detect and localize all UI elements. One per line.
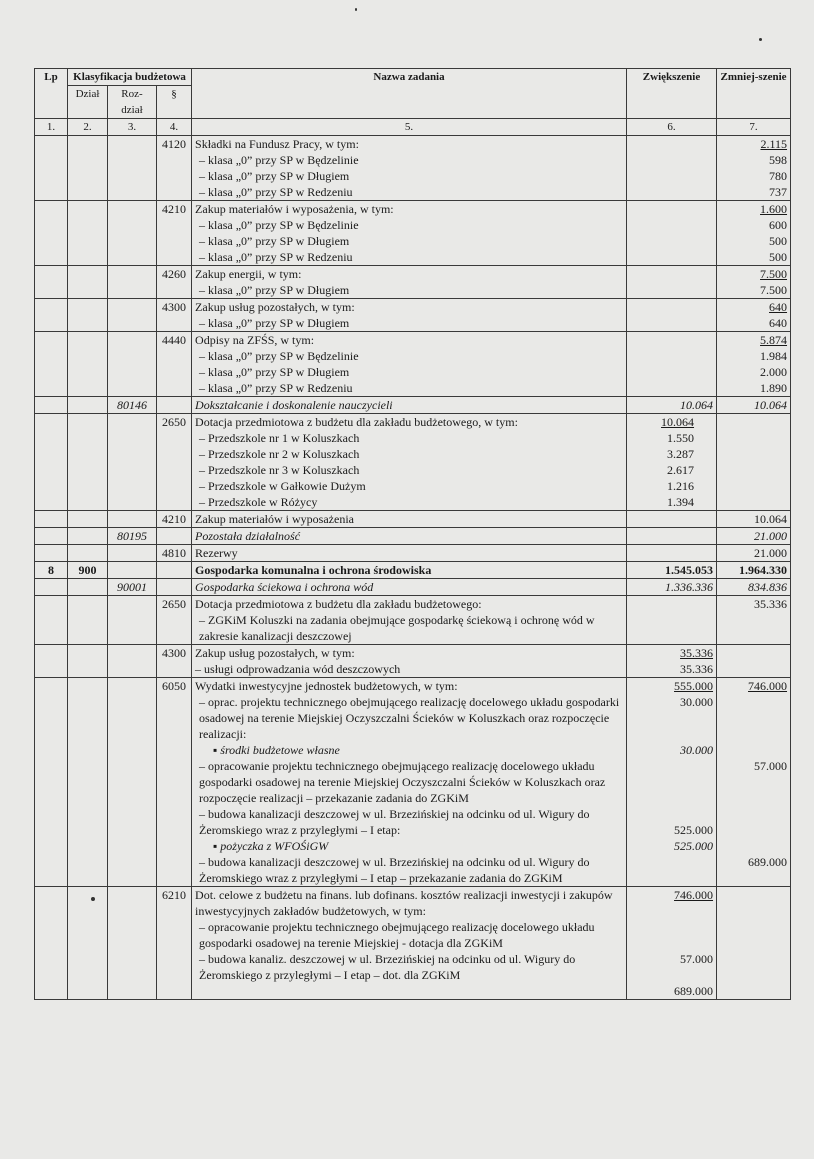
increase-value: 525.000	[674, 839, 714, 853]
table-row	[35, 397, 791, 414]
task-item: – klasa „0” przy SP w Długiem	[199, 234, 350, 248]
increase-cell	[627, 678, 717, 887]
task-title: Dotacja przedmiotowa z budżetu dla zakładu budżetowego, w tym:	[195, 415, 518, 429]
task-item: – klasa „0” przy SP w Długiem	[199, 169, 350, 183]
decrease-value: 21.000	[717, 545, 791, 562]
decrease-value: 7.500	[760, 283, 788, 297]
task-cell	[192, 266, 627, 299]
task-title: Składki na Fundusz Pracy, w tym:	[195, 137, 359, 151]
task-item: – klasa „0” przy SP w Będzelinie	[199, 218, 359, 232]
increase-value: 35.336	[680, 662, 714, 676]
decrease-value: 1.964.330	[717, 562, 791, 579]
task-item: – usługi odprowadzania wód deszczowych	[195, 662, 401, 676]
increase-value: 1.550	[667, 431, 695, 445]
task-cell	[192, 887, 627, 1000]
task-title: Zakup energii, w tym:	[195, 267, 302, 281]
header-lp: Lp	[35, 69, 68, 119]
task-cell	[192, 645, 627, 678]
header-paragraf: §	[157, 86, 192, 119]
task-title: Rezerwy	[192, 545, 627, 562]
task-title: Zakup usług pozostałych, w tym:	[195, 646, 355, 660]
increase-value: 1.545.053	[627, 562, 717, 579]
increase-value: 57.000	[680, 952, 714, 966]
paragraf-cell: 4260	[157, 266, 192, 299]
increase-value: 10.064	[627, 397, 717, 414]
decrease-value: 500	[769, 234, 788, 248]
rozdzial-cell: 80146	[108, 397, 157, 414]
task-item: – budowa kanaliz. deszczowej w ul. Brzezińskiej na odcinku od ul. Wigury do Żeromskiego z przyległymi – I etap – dot. dla ZGKiM	[199, 952, 576, 982]
decrease-cell	[717, 201, 791, 266]
scan-speck	[759, 38, 762, 41]
decrease-total: 1.600	[760, 202, 788, 216]
task-item: – Przedszkole nr 2 w Koluszkach	[199, 447, 360, 461]
table-row	[35, 414, 791, 511]
task-item: – klasa „0” przy SP w Redzeniu	[199, 185, 353, 199]
task-title: Zakup usług pozostałych, w tym:	[195, 300, 355, 314]
decrease-cell	[717, 678, 791, 887]
decrease-total: 2.115	[760, 137, 788, 151]
task-title: Gospodarka ściekowa i ochrona wód	[192, 579, 627, 596]
table-row	[35, 332, 791, 397]
increase-total: 10.064	[661, 415, 695, 429]
task-item: – klasa „0” przy SP w Długiem	[199, 283, 350, 297]
task-subitem: ▪ środki budżetowe własne	[213, 743, 340, 757]
header-zwiekszenie: Zwiększenie	[627, 69, 717, 119]
decrease-cell	[717, 299, 791, 332]
table-row	[35, 579, 791, 596]
budget-table	[34, 68, 791, 1000]
task-cell	[192, 414, 627, 511]
paragraf-cell: 4300	[157, 299, 192, 332]
decrease-value: 21.000	[717, 528, 791, 545]
header-zmniejszenie: Zmniej-szenie	[717, 69, 791, 119]
col-number: 2.	[68, 119, 108, 136]
task-cell	[192, 299, 627, 332]
table-row	[35, 596, 791, 645]
task-title: Zakup materiałów i wyposażenia	[192, 511, 627, 528]
rozdzial-cell: 90001	[108, 579, 157, 596]
column-number-row	[35, 119, 791, 136]
task-item: – klasa „0” przy SP w Będzelinie	[199, 153, 359, 167]
section-title: Gospodarka komunalna i ochrona środowiska	[192, 562, 627, 579]
increase-value: 3.287	[667, 447, 695, 461]
scan-speck	[355, 8, 357, 11]
increase-total: 555.000	[674, 679, 714, 693]
paragraf-cell: 4440	[157, 332, 192, 397]
task-cell	[192, 596, 627, 645]
rozdzial-cell: 80195	[108, 528, 157, 545]
paragraf-cell: 4210	[157, 201, 192, 266]
decrease-total: 640	[769, 300, 788, 314]
task-item: – opracowanie projektu technicznego obejmującego realizację docelowego układu gospodarki osadowej na terenie Miejskiej - dotacja dla ZGKiM	[199, 920, 595, 950]
table-row	[35, 511, 791, 528]
decrease-value: 10.064	[717, 397, 791, 414]
task-item: – klasa „0” przy SP w Długiem	[199, 316, 350, 330]
lp-cell: 8	[35, 562, 68, 579]
table-row	[35, 528, 791, 545]
task-item: – Przedszkole nr 1 w Koluszkach	[199, 431, 360, 445]
increase-value: 30.000	[680, 743, 714, 757]
paragraf-cell: 6210	[157, 887, 192, 1000]
decrease-value: 640	[769, 316, 788, 330]
increase-cell	[627, 887, 717, 1000]
table-row	[35, 266, 791, 299]
task-title: Odpisy na ZFŚS, w tym:	[195, 333, 315, 347]
decrease-value: 35.336	[717, 596, 791, 645]
paragraf-cell: 4810	[157, 545, 192, 562]
table-row	[35, 887, 791, 1000]
paragraf-cell: 2650	[157, 414, 192, 511]
table-row	[35, 201, 791, 266]
task-title: Zakup materiałów i wyposażenia, w tym:	[195, 202, 394, 216]
task-cell	[192, 678, 627, 887]
decrease-value: 737	[769, 185, 788, 199]
task-cell	[192, 136, 627, 201]
table-row	[35, 136, 791, 201]
decrease-total: 7.500	[760, 267, 788, 281]
task-item: – Przedszkole w Gałkowie Dużym	[199, 479, 366, 493]
task-item: – budowa kanalizacji deszczowej w ul. Brzezińskiej na odcinku od ul. Wigury do Żeromskiego wraz z przyległymi – I etap – przekazanie zadania do ZGKiM	[199, 855, 590, 885]
task-item: – oprac. projektu technicznego obejmującego realizację docelowego układu gospodarki osadowej na terenie Miejskiej Oczyszczalni Ścieków w Koluszkach oraz rozpoczęcie realizacji:	[199, 695, 620, 741]
task-cell	[192, 332, 627, 397]
increase-total: 746.000	[674, 888, 714, 902]
task-title: Dotacja przedmiotowa z budżetu dla zakładu budżetowego:	[195, 597, 482, 611]
task-cell	[192, 201, 627, 266]
decrease-value: 598	[769, 153, 788, 167]
col-number: 6.	[627, 119, 717, 136]
increase-value: 1.216	[667, 479, 695, 493]
paragraf-cell: 4300	[157, 645, 192, 678]
paragraf-cell: 4120	[157, 136, 192, 201]
task-item: – Przedszkole w Różycy	[199, 495, 318, 509]
decrease-total: 5.874	[760, 333, 788, 347]
decrease-value: 57.000	[754, 759, 788, 773]
increase-value: 525.000	[674, 823, 714, 837]
task-item: – budowa kanalizacji deszczowej w ul. Brzezińskiej na odcinku od ul. Wigury do Żeromskiego wraz z przyległymi – I etap:	[199, 807, 590, 837]
increase-value: 2.617	[667, 463, 695, 477]
decrease-value: 500	[769, 250, 788, 264]
increase-cell	[627, 645, 717, 678]
decrease-cell	[717, 266, 791, 299]
header-rozdzial: Roz-dział	[108, 86, 157, 119]
task-subitem: ▪ pożyczka z WFOŚiGW	[213, 839, 329, 853]
table-row	[35, 645, 791, 678]
dzial-cell: 900	[68, 562, 108, 579]
paragraf-cell: 2650	[157, 596, 192, 645]
task-item: – opracowanie projektu technicznego obejmującego realizację docelowego układu gospodarki osadowej na terenie Miejskiej Oczyszczalni Ścieków w Koluszkach oraz rozpoczęcie realizacji – przekazanie zadania do ZGKiM	[199, 759, 606, 805]
decrease-value: 2.000	[760, 365, 788, 379]
header-klasyfikacja: Klasyfikacja budżetowa	[68, 69, 192, 86]
decrease-value: 1.890	[760, 381, 788, 395]
task-title: Pozostała działalność	[192, 528, 627, 545]
decrease-value: 1.984	[760, 349, 788, 363]
task-title: Dot. celowe z budżetu na finans. lub dofinans. kosztów realizacji inwestycji i zakupów inwestycyjnych zakładów budżetowych, w tym:	[195, 888, 613, 918]
decrease-value: 689.000	[748, 855, 788, 869]
decrease-value: 10.064	[717, 511, 791, 528]
increase-value: 689.000	[674, 984, 714, 998]
col-number: 7.	[717, 119, 791, 136]
table-row	[35, 545, 791, 562]
task-item: – klasa „0” przy SP w Będzelinie	[199, 349, 359, 363]
col-number: 4.	[157, 119, 192, 136]
task-title: Dokształcanie i doskonalenie nauczycieli	[192, 397, 627, 414]
paragraf-cell: 4210	[157, 511, 192, 528]
header-nazwa: Nazwa zadania	[192, 69, 627, 119]
col-number: 3.	[108, 119, 157, 136]
paragraf-cell: 6050	[157, 678, 192, 887]
increase-total: 35.336	[680, 646, 714, 660]
increase-value: 1.394	[667, 495, 695, 509]
header-dzial: Dział	[68, 86, 108, 119]
task-item: – Przedszkole nr 3 w Koluszkach	[199, 463, 360, 477]
increase-cell	[627, 414, 717, 511]
decrease-total: 746.000	[748, 679, 788, 693]
decrease-value: 834.836	[717, 579, 791, 596]
table-row	[35, 562, 791, 579]
col-number: 5.	[192, 119, 627, 136]
decrease-cell	[717, 136, 791, 201]
table-row	[35, 299, 791, 332]
task-item: – klasa „0” przy SP w Redzeniu	[199, 250, 353, 264]
task-item: – klasa „0” przy SP w Długiem	[199, 365, 350, 379]
table-row	[35, 678, 791, 887]
task-item: – ZGKiM Koluszki na zadania obejmujące gospodarkę ściekową i ochronę wód w zakresie kanalizacji deszczowej	[199, 613, 595, 643]
decrease-value: 780	[769, 169, 788, 183]
increase-value: 1.336.336	[627, 579, 717, 596]
col-number: 1.	[35, 119, 68, 136]
header-row	[35, 69, 791, 86]
increase-value: 30.000	[680, 695, 714, 709]
task-item: – klasa „0” przy SP w Redzeniu	[199, 381, 353, 395]
decrease-value: 600	[769, 218, 788, 232]
decrease-cell	[717, 332, 791, 397]
task-title: Wydatki inwestycyjne jednostek budżetowych, w tym:	[195, 679, 458, 693]
